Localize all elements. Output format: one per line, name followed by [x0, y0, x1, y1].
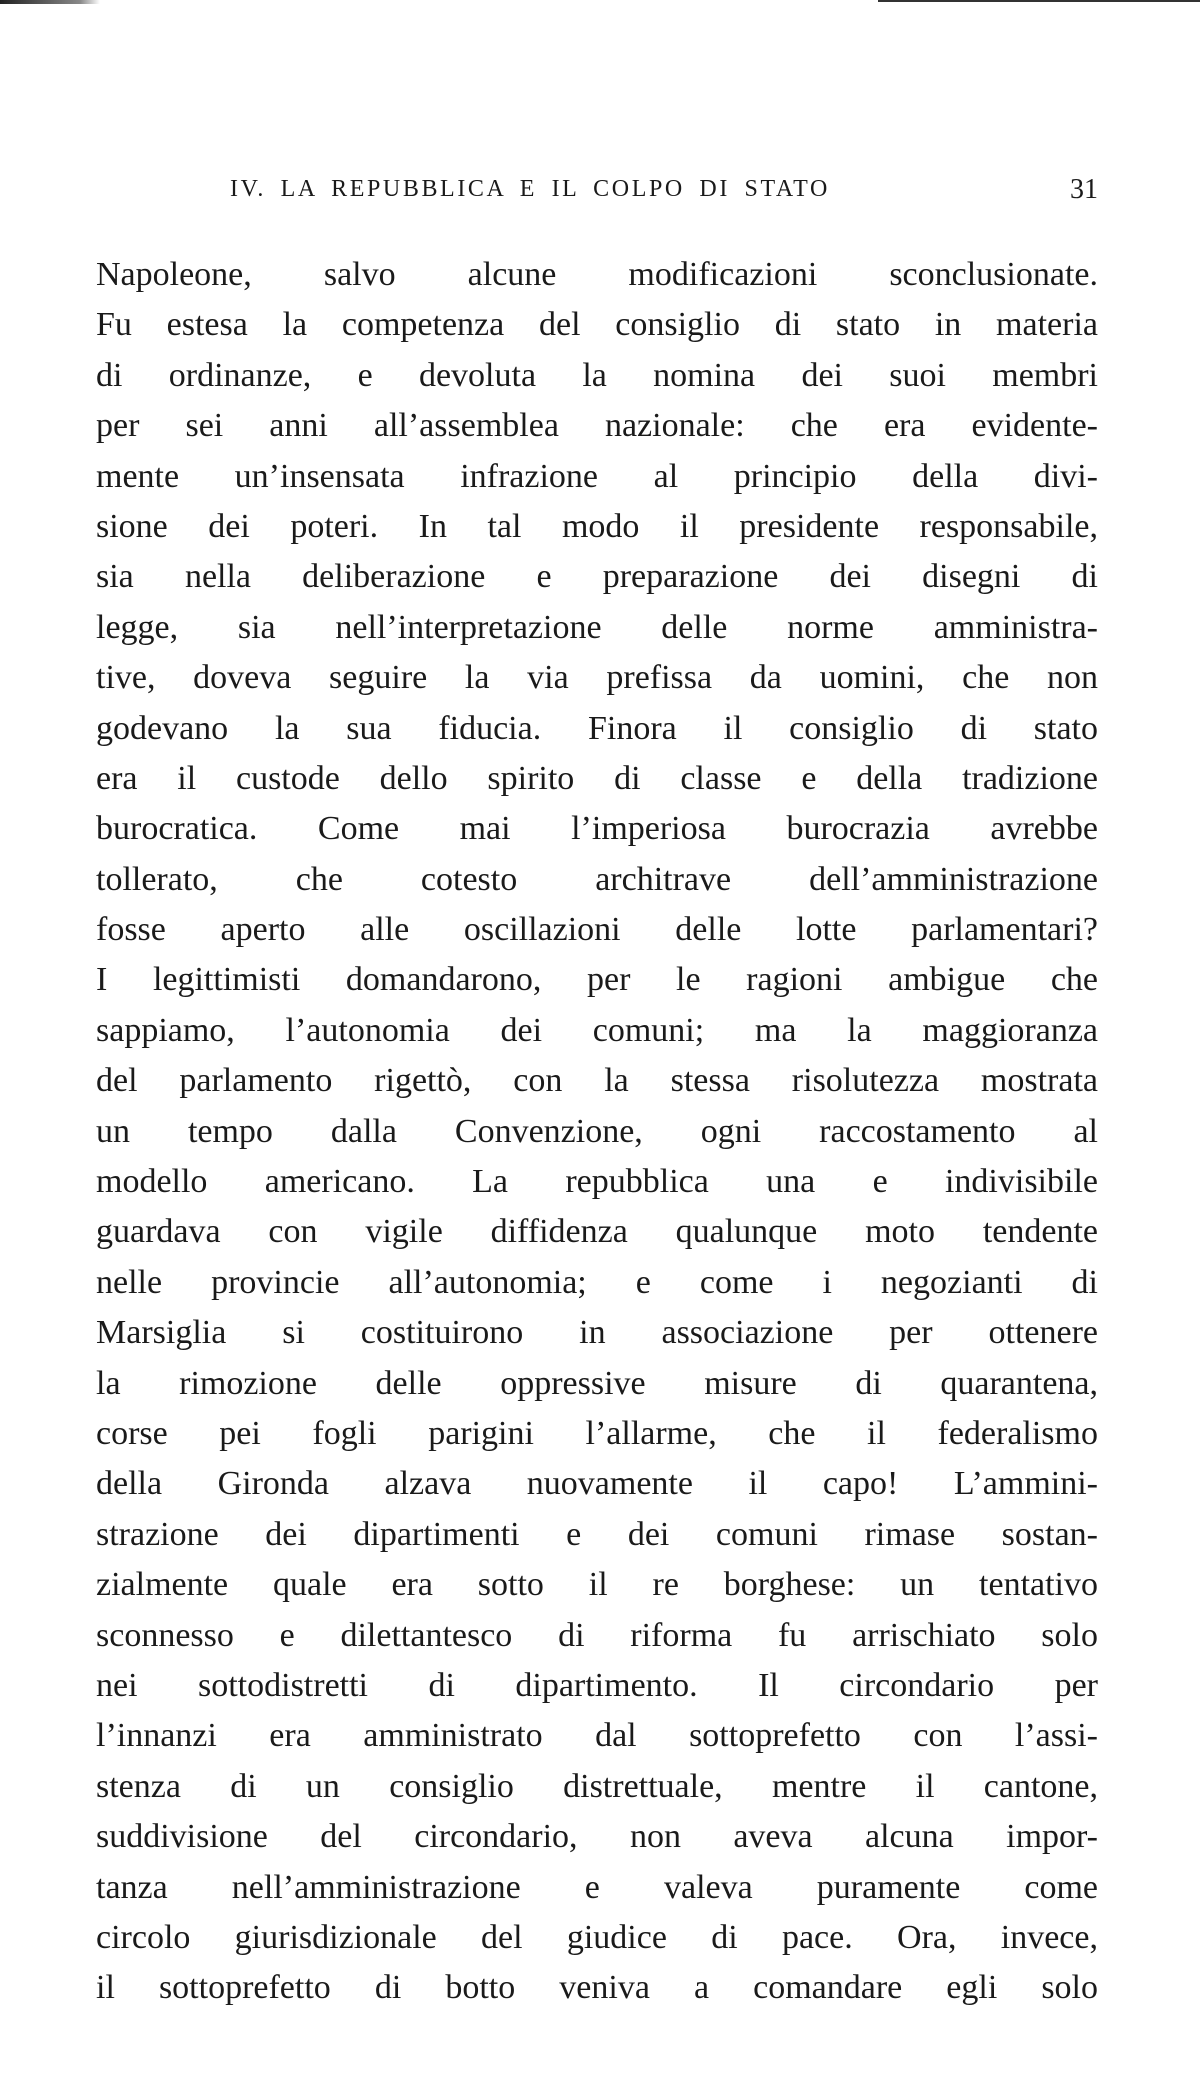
- text-line: tollerato, che cotesto architrave dell’amministrazione: [96, 860, 1098, 898]
- body-text: [96, 250, 1098, 2014]
- text-line: sione dei poteri. In tal modo il presidente responsabile,: [96, 507, 1098, 545]
- text-line: Marsiglia si costituirono in associazione per ottenere: [96, 1314, 1098, 1352]
- scan-edge-mark-right: [878, 0, 1200, 2]
- text-line: Fu estesa la competenza del consiglio di stato in materia: [96, 306, 1098, 344]
- text-line: zialmente quale era sotto il re borghese: un tentativo: [96, 1566, 1098, 1604]
- text-line: tanza nell’amministrazione e valeva puramente come: [96, 1868, 1098, 1906]
- text-line: era il custode dello spirito di classe e della tradizione: [96, 759, 1098, 797]
- scan-edge-mark-left: [0, 0, 100, 4]
- text-line: fosse aperto alle oscillazioni delle lotte parlamentari?: [96, 911, 1098, 949]
- text-line: suddivisione del circondario, non aveva alcuna impor-: [96, 1818, 1098, 1856]
- text-line: stenza di un consiglio distrettuale, mentre il cantone,: [96, 1767, 1098, 1805]
- text-line: il sottoprefetto di botto veniva a comandare egli solo: [96, 1969, 1098, 2007]
- text-line: circolo giurisdizionale del giudice di pace. Ora, invece,: [96, 1918, 1098, 1956]
- text-line: sia nella deliberazione e preparazione dei disegni di: [96, 558, 1098, 596]
- text-line: modello americano. La repubblica una e indivisibile: [96, 1163, 1098, 1201]
- page-number: 31: [1070, 174, 1098, 205]
- text-line: della Gironda alzava nuovamente il capo! L’ammini-: [96, 1465, 1098, 1503]
- running-header: [96, 172, 1098, 212]
- text-line: godevano la sua fiducia. Finora il consiglio di stato: [96, 709, 1098, 747]
- text-line: corse pei fogli parigini l’allarme, che il federalismo: [96, 1414, 1098, 1452]
- text-line: sconnesso e dilettantesco di riforma fu arrischiato solo: [96, 1616, 1098, 1654]
- text-line: del parlamento rigettò, con la stessa risolutezza mostrata: [96, 1062, 1098, 1100]
- text-line: strazione dei dipartimenti e dei comuni rimase sostan-: [96, 1515, 1098, 1553]
- text-line: I legittimisti domandarono, per le ragioni ambigue che: [96, 961, 1098, 999]
- text-line: sappiamo, l’autonomia dei comuni; ma la maggioranza: [96, 1011, 1098, 1049]
- text-line: Napoleone, salvo alcune modificazioni sconclusionate.: [96, 256, 1098, 293]
- text-line: per sei anni all’assemblea nazionale: che era evidente-: [96, 407, 1098, 445]
- text-line: nei sottodistretti di dipartimento. Il circondario per: [96, 1666, 1098, 1704]
- text-line: l’innanzi era amministrato dal sottoprefetto con l’assi-: [96, 1717, 1098, 1755]
- text-line: la rimozione delle oppressive misure di quarantena,: [96, 1364, 1098, 1402]
- chapter-title: IV. LA REPUBBLICA E IL COLPO DI STATO: [230, 176, 830, 202]
- text-line: legge, sia nell’interpretazione delle norme amministra-: [96, 608, 1098, 646]
- text-line: mente un’insensata infrazione al principio della divi-: [96, 457, 1098, 495]
- text-line: burocratica. Come mai l’imperiosa burocrazia avrebbe: [96, 810, 1098, 848]
- text-line: un tempo dalla Convenzione, ogni raccostamento al: [96, 1112, 1098, 1150]
- text-line: guardava con vigile diffidenza qualunque moto tendente: [96, 1213, 1098, 1251]
- text-line: di ordinanze, e devoluta la nomina dei suoi membri: [96, 356, 1098, 394]
- text-line: tive, doveva seguire la via prefissa da uomini, che non: [96, 659, 1098, 697]
- text-line: nelle provincie all’autonomia; e come i negozianti di: [96, 1263, 1098, 1301]
